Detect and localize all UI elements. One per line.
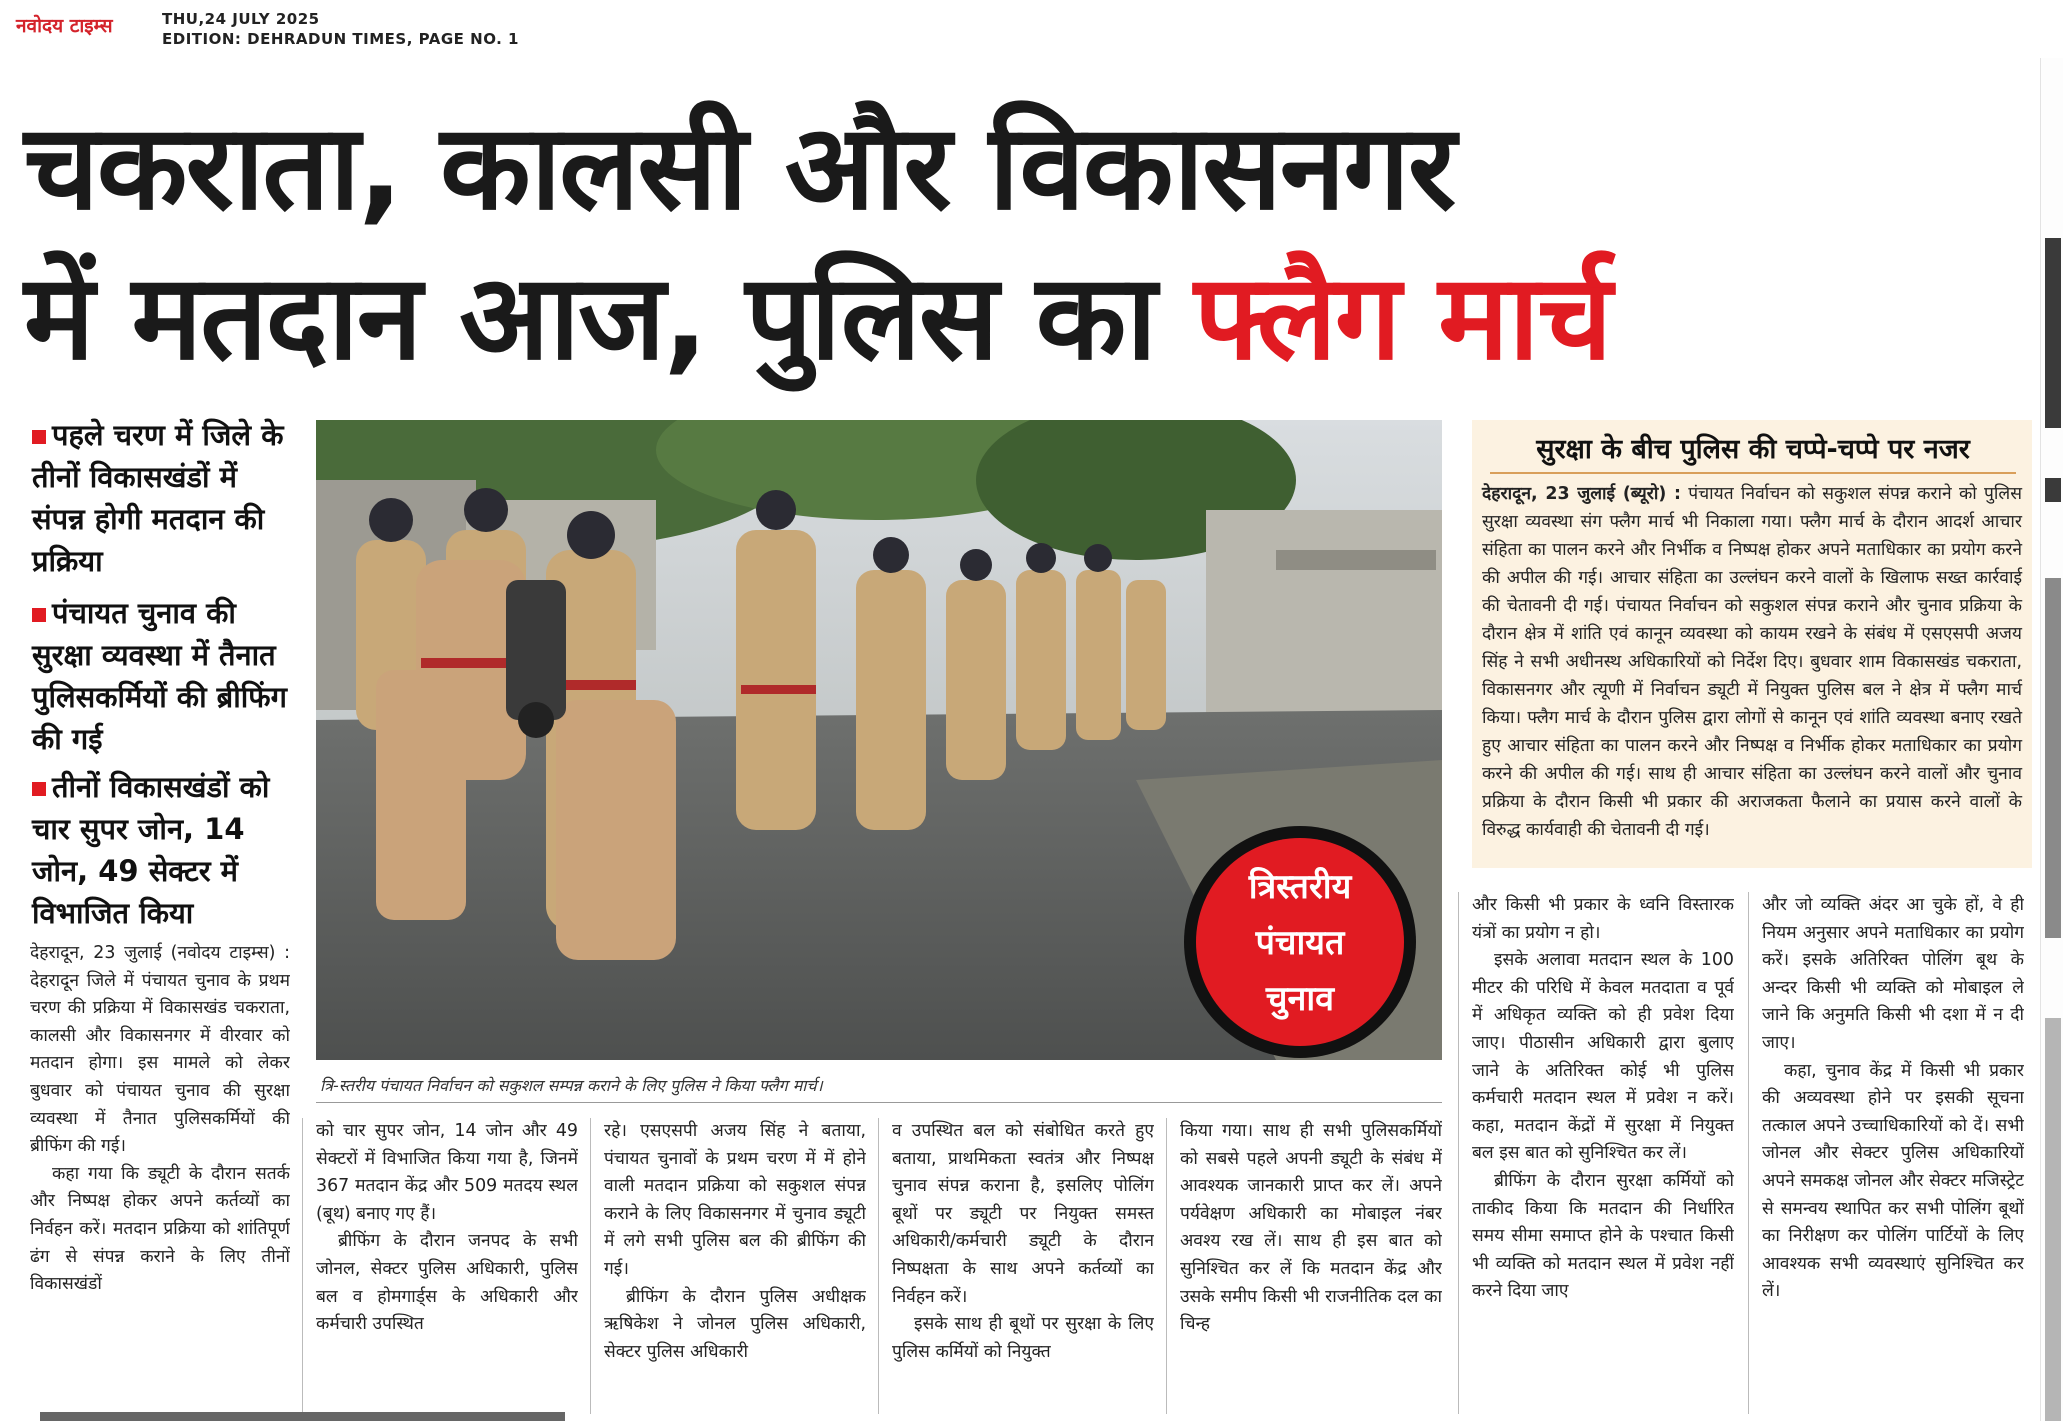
article-paragraph: किया गया। साथ ही सभी पुलिसकर्मियों को सबसे पहले अपनी ड्यूटी के संबंध में आवश्यक जानकारी प्राप्त कर लें। अपने पर्यवेक्षण अधिकारी का मोबाइल नंबर अवश्य रख लें। साथ ही इस बात को सुनिश्चित कर लें कि मतदान केंद्र और उसके समीप किसी भी राजनीतिक दल का चिन्ह [1180,1121,1442,1335]
bullet-square-icon [32,430,46,444]
article-paragraph: इसके साथ ही बूथों पर सुरक्षा के लिए पुलिस कर्मियों को नियुक्त [892,1314,1154,1362]
article-paragraph: ब्रीफिंग के दौरान जनपद के सभी जोनल, सेक्टर पुलिस अधिकारी, पुलिस बल व होमगार्ड्स के अधिकारी और कर्मचारी उपस्थित [316,1231,578,1335]
column-divider [1458,892,1459,1414]
headline-line-2-black: में मतदान आज, पुलिस का [24,248,1195,386]
badge-line-1: त्रिस्तरीय [1248,867,1352,907]
sidebar-story-text: पंचायत निर्वाचन को सकुशल संपन्न कराने को पुलिस सुरक्षा व्यवस्था संग फ्लैग मार्च भी निकाला गया। फ्लैग मार्च के दौरान आदर्श आचार संहिता का पालन करने और निर्भीक व निष्पक्ष होकर अपने मताधिकार का प्रयोग करने की अपील की गई। आचार संहिता का उल्लंघन करने वालों के खिलाफ सख्त कार्रवाई की चेतावनी दी गई। पंचायत निर्वाचन को सकुशल संपन्न कराने और चुनाव प्रक्रिया के दौरान क्षेत्र में शांति एवं कानून व्यवस्था को कायम रखने के संबंध में एसएसपी अजय सिंह ने सभी अधीनस्थ अधिकारियों को निर्देश दिए। बुधवार शाम विकासखंड चकराता, विकासनगर और त्यूणी में निर्वाचन ड्यूटी में नियुक्त पुलिस बल ने क्षेत्र में फ्लैग मार्च किया। फ्लैग मार्च के दौरान पुलिस द्वारा लोगों से कानून एवं शांति व्यवस्था बनाए रखते हुए आचार संहिता का पालन करने और निष्पक्ष व निर्भीक होकर मताधिकार का प्रयोग करने की अपील की गई। साथ ही आचार संहिता का उल्लंघन करने वालों और चुनाव प्रक्रिया के दौरान किसी भी प्रकार की अराजकता फैलाने का प्रयास करने वालों के विरुद्ध कार्यवाही की चेतावनी दी गई। [1482,484,2022,840]
article-column-3 [604,1118,866,1414]
photo-caption: त्रि-स्तरीय पंचायत निर्वाचन को सकुशल सम्पन्न कराने के लिए पुलिस ने किया फ्लैग मार्च। [320,1076,823,1095]
article-paragraph: ब्रीफिंग के दौरान पुलिस अधीक्षक ऋषिकेश ने जोनल पुलिस अधिकारी, सेक्टर पुलिस अधिकारी [604,1286,866,1362]
column-divider [1748,892,1749,1414]
article-paragraph: ब्रीफिंग के दौरान सुरक्षा कर्मियों को ताकीद किया कि मतदान की निर्धारित समय सीमा समाप्त होने के पश्चात किसी भी व्यक्ति को मतदान स्थल में प्रवेश नहीं करने दिया जाए [1472,1170,1734,1302]
article-paragraph: देहरादून, 23 जुलाई (नवोदय टाइम्स) : देहरादून जिले में पंचायत चुनाव के प्रथम चरण की प्रक्रिया में विकासखंड चकराता, कालसी और विकासनगर में वीरवार को मतदान होगा। इस मामले को लेकर बुधवार को पंचायत चुनाव की सुरक्षा व्यवस्था में तैनात पुलिसकर्मियों की ब्रीफिंग की गई। [30,943,290,1157]
caption-divider [316,1102,1442,1103]
bullet-square-icon [32,608,46,622]
headline-line-1: चकराता, कालसी और विकासनगर [24,98,1455,236]
article-column-7 [1762,892,2024,1414]
sidebar-dateline: देहरादून, 23 जुलाई (ब्यूरो) : [1482,484,1681,504]
edition-info: EDITION: DEHRADUN TIMES, PAGE NO. 1 [162,30,519,48]
article-paragraph: व उपस्थित बल को संबोधित करते हुए बताया, प्राथमिकता स्वतंत्र और निष्पक्ष चुनाव संपन्न कराना है, इसलिए पोलिंग बूथों पर ड्यूटी पर नियुक्त समस्त अधिकारी/कर्मचारी ड्यूटी के दौरान निष्पक्षता के साथ अपने कर्तव्यों का निर्वहन करें। [892,1121,1154,1307]
column-divider [1166,1118,1167,1414]
highlight-bullet: तीनों विकासखंडों को चार सुपर जोन, 14 जोन, 49 सेक्टर में विभाजित किया [32,770,270,930]
article-column-1 [30,940,290,1410]
badge-line-2: पंचायत [1255,923,1345,963]
article-paragraph: इसके अलावा मतदान स्थल के 100 मीटर की परिधि में केवल मतदाता व पूर्व में अधिकृत व्यक्ति को ही प्रवेश दिया जाए। पीठासीन अधिकारी द्वारा बुलाए जाने के अतिरिक्त कोई भी पुलिस कर्मचारी मतदान स्थल में प्रवेश न करें। कहा, मतदान केंद्रों में सुरक्षा में नियुक्त बल इस बात को सुनिश्चित कर लें। [1472,950,1734,1164]
sidebar-story-title: सुरक्षा के बीच पुलिस की चप्पे-चप्पे पर नजर [1490,428,2016,474]
sidebar-story-body [1482,480,2022,844]
headline-highlight: फ्लैग मार्च [1194,248,1611,386]
article-paragraph: और किसी भी प्रकार के ध्वनि विस्तारक यंत्रों का प्रयोग न हो। [1472,895,1734,943]
column-divider [590,1118,591,1414]
newspaper-logo[interactable]: नवोदय टाइम्स [16,15,113,37]
article-column-5 [1180,1118,1442,1414]
issue-date: THU,24 JULY 2025 [162,10,320,28]
highlight-bullet: पंचायत चुनाव की सुरक्षा व्यवस्था में तैनात पुलिसकर्मियों की ब्रीफिंग की गई [32,596,287,756]
next-story-photo-edge [40,1412,565,1421]
column-divider [302,1118,303,1414]
article-paragraph: को चार सुपर जोन, 14 जोन और 49 सेक्टरों में विभाजित किया गया है, जिनमें 367 मतदान केंद्र और 509 मतदय स्थल (बूथ) बनाए गए हैं। [316,1121,578,1224]
article-paragraph: कहा गया कि ड्यूटी के दौरान सतर्क और निष्पक्ष होकर अपने कर्तव्यों का निर्वहन करें। मतदान प्रक्रिया को शांतिपूर्ण ढंग से संपन्न कराने के लिए तीनों विकासखंडों [30,1163,290,1295]
headline-line-2 [24,248,1611,386]
bullet-square-icon [32,782,46,796]
article-column-2 [316,1118,578,1414]
article-column-4 [892,1118,1154,1414]
article-paragraph: रहे। एसएसपी अजय सिंह ने बताया, पंचायत चुनावों के प्रथम चरण में में होने वाली मतदान प्रक्रिया को सकुशल संपन्न कराने के लिए विकासनगर में चुनाव ड्यूटी में लगे सभी पुलिस बल की ब्रीफिंग की गई। [604,1121,866,1279]
column-divider [878,1118,879,1414]
next-page-edge [2040,58,2063,1421]
article-paragraph: कहा, चुनाव केंद्र में किसी भी प्रकार की अव्यवस्था होने पर इसकी सूचना तत्काल अपने उच्चाधिकारियों को दें। सभी जोनल और सेक्टर पुलिस अधिकारियों अपने समकक्ष जोनल और सेक्टर मजिस्ट्रेट से समन्वय स्थापित कर सभी पोलिंग बूथों का निरीक्षण कर पोलिंग पार्टियों के लिए आवश्यक सभी व्यवस्थाएं सुनिश्चित कर लें। [1762,1060,2024,1302]
article-column-6 [1472,892,1734,1414]
article-paragraph: और जो व्यक्ति अंदर आ चुके हों, वे ही नियम अनुसार अपने मताधिकार का प्रयोग करें। इसके अतिरिक्त पोलिंग बूथ के अन्दर किसी भी व्यक्ति को मोबाइल ले जाने कि अनुमति किसी भी दशा में न दी जाए। [1762,895,2024,1053]
badge-line-3: चुनाव [1265,979,1335,1019]
election-badge [1196,838,1404,1046]
highlight-bullet: पहले चरण में जिले के तीनों विकासखंडों में संपन्न होगी मतदान की प्रक्रिया [32,418,284,578]
